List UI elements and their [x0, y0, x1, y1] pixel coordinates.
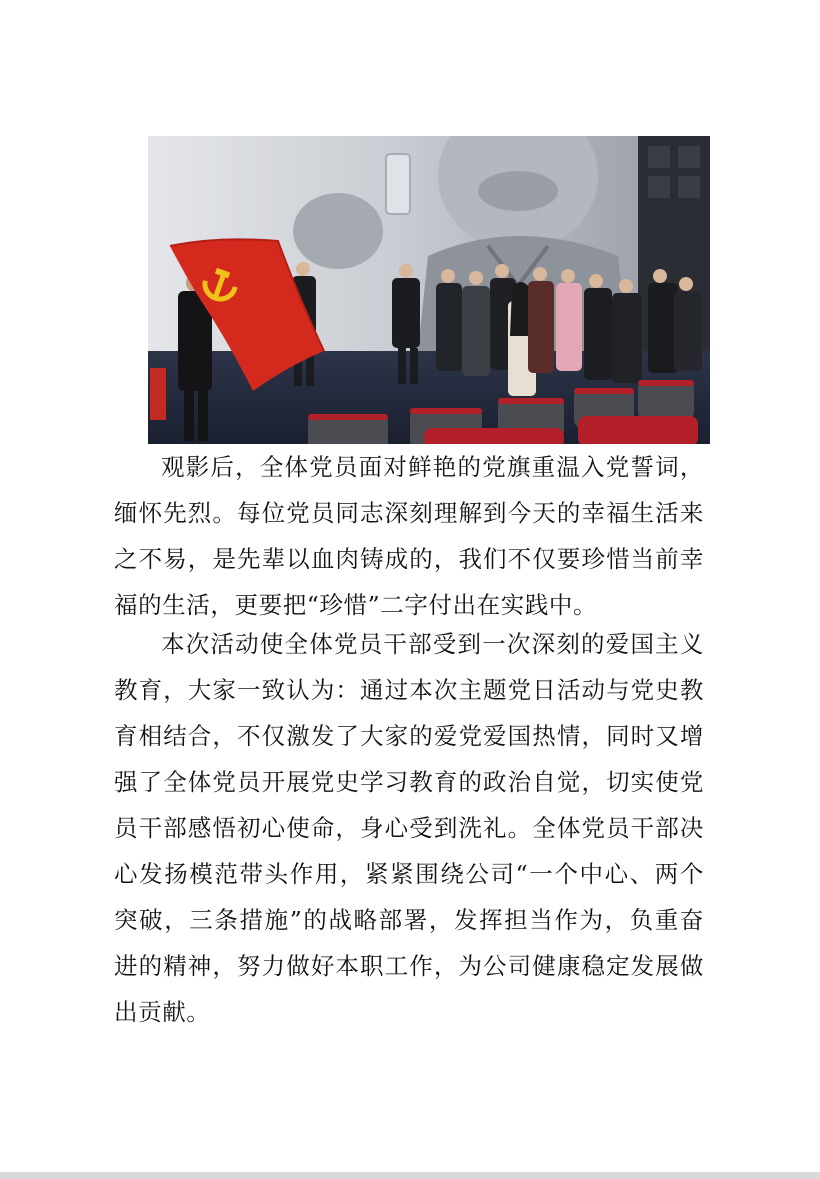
- paragraph-oath-reflection: 观影后，全体党员面对鲜艳的党旗重温入党誓词，缅怀先烈。每位党员同志深刻理解到今天的幸福生活来之不易，是先辈以血肉铸成的，我们不仅要珍惜当前幸福的生活，更要把“珍惜”二字付出在实践中。: [114, 453, 704, 619]
- paragraph-2-block: [114, 621, 704, 1035]
- paragraph-1-block: [114, 444, 704, 628]
- ceremony-photo-illustration: [148, 136, 710, 444]
- ceremony-photo: [148, 136, 710, 444]
- paragraph-activity-summary: 本次活动使全体党员干部受到一次深刻的爱国主义教育，大家一致认为：通过本次主题党日活动与党史教育相结合，不仅激发了大家的爱党爱国热情，同时又增强了全体党员开展党史学习教育的政治自觉，切实使党员干部感悟初心使命，身心受到洗礼。全体党员干部决心发扬模范带头作用，紧紧围绕公司“一个中心、两个突破，三条措施”的战略部署，发挥担当作为，负重奋进的精神，努力做好本职工作，为公司健康稳定发展做出贡献。: [114, 630, 704, 1026]
- page-bottom-border: [0, 1172, 820, 1179]
